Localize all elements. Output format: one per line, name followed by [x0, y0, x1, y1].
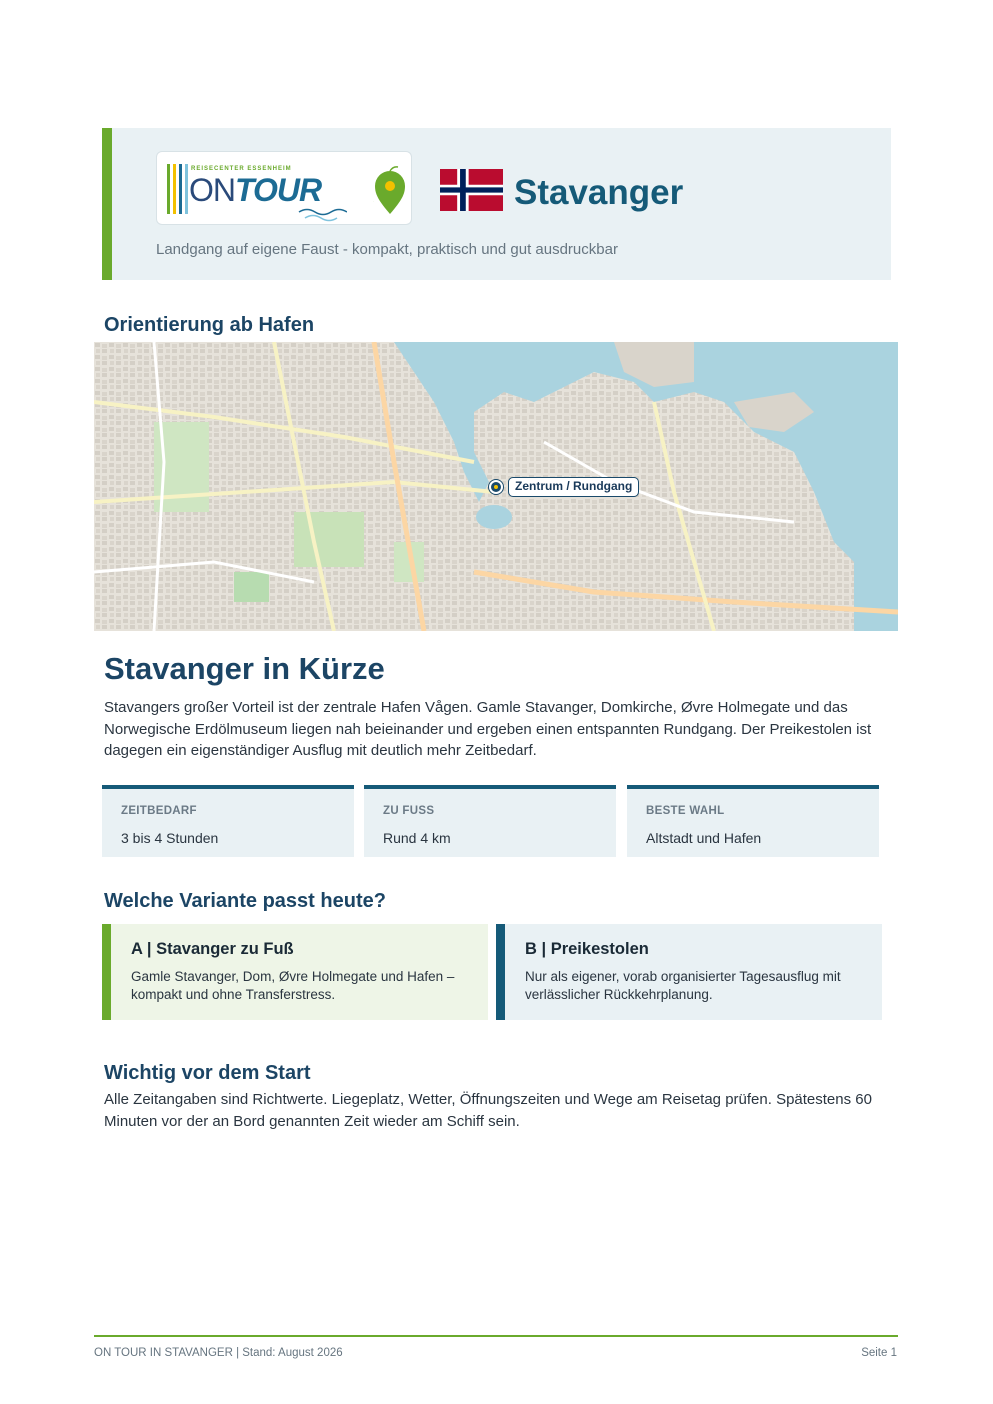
ontour-logo	[156, 151, 412, 225]
waves-icon	[297, 204, 347, 224]
map-marker-icon[interactable]	[489, 480, 503, 494]
fact-value: 3 bis 4 Stunden	[121, 830, 219, 846]
variant-card-a	[102, 924, 488, 1020]
footer-info: ON TOUR IN STAVANGER | Stand: August 2026	[94, 1347, 343, 1359]
fact-label: BESTE WAHL	[646, 805, 725, 817]
header-banner	[102, 128, 891, 280]
summary-text: Stavangers großer Vorteil ist der zentrale Hafen Vågen. Gamle Stavanger, Domkirche, Øvre Holmegate und das Norwegische Erdölmuseum liegen nah beieinander und ergeben einen entspannten Rundgang. Der Preikestolen ist dagegen ein eigenständiger Ausflug mit deutlich mehr Zeitbedarf.	[104, 699, 872, 759]
fact-card-walking	[364, 785, 616, 857]
logo-tagline: REISECENTER ESSENHEIM	[191, 166, 292, 172]
logo-tour: TOUR	[235, 172, 322, 208]
footer-divider	[94, 1335, 898, 1337]
variant-card-b	[496, 924, 882, 1020]
variant-text: Nur als eigener, vorab organisierter Tagesausflug mit verlässlicher Rückkehrplanung.	[525, 969, 841, 1002]
fact-value: Rund 4 km	[383, 830, 451, 846]
variant-text: Gamle Stavanger, Dom, Øvre Holmegate und Hafen – kompakt und ohne Transferstress.	[131, 969, 455, 1002]
logo-on: ON	[189, 172, 235, 208]
notice-text: Alle Zeitangaben sind Richtwerte. Liegeplatz, Wetter, Öffnungszeiten und Wege am Reisetag prüfen. Spätestens 60 Minuten vor der an Bord genannten Zeit wieder am Schiff sein.	[104, 1091, 872, 1130]
norway-flag-icon	[440, 169, 503, 211]
variant-title: A | Stavanger zu Fuß	[131, 940, 294, 958]
variants-heading: Welche Variante passt heute?	[104, 890, 386, 912]
logo-stripes	[167, 164, 191, 214]
map-heading: Orientierung ab Hafen	[104, 314, 315, 336]
fact-card-best-choice	[627, 785, 879, 857]
map-marker-label[interactable]: Zentrum / Rundgang	[508, 477, 639, 497]
summary-heading: Stavanger in Kürze	[104, 651, 385, 686]
fact-label: ZU FUSS	[383, 805, 435, 817]
location-pin-icon	[373, 166, 407, 216]
page-subtitle: Landgang auf eigene Faust - kompakt, praktisch und gut ausdruckbar	[156, 241, 618, 258]
fact-label: ZEITBEDARF	[121, 805, 197, 817]
fact-value: Altstadt und Hafen	[646, 830, 762, 846]
fact-card-time	[102, 785, 354, 857]
notice-heading: Wichtig vor dem Start	[104, 1062, 311, 1084]
variant-title: B | Preikestolen	[525, 940, 649, 958]
page-number: Seite 1	[861, 1347, 897, 1359]
page-title: Stavanger	[514, 173, 684, 212]
